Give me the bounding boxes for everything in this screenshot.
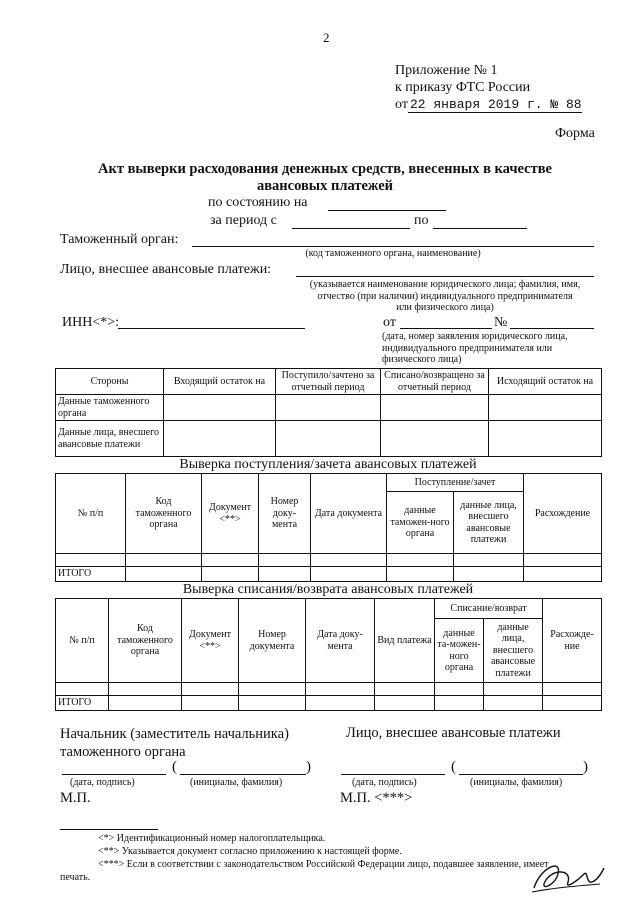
total-label: ИТОГО xyxy=(56,567,126,582)
table-cell[interactable] xyxy=(276,395,381,421)
col-header: Входящий остаток на xyxy=(164,369,276,395)
footnote-3: <***> Если в соответствии с законодательством Российской Федерации лицо, подавшее заявление, имеет xyxy=(98,859,549,870)
total-row xyxy=(56,696,602,711)
table-cell[interactable] xyxy=(164,421,276,457)
table-cell[interactable] xyxy=(489,395,602,421)
col-header: данные та-можен-ного органа xyxy=(435,619,484,683)
footnote-3-cont: печать. xyxy=(60,872,91,883)
payer-field[interactable] xyxy=(296,276,594,277)
footnote-divider xyxy=(60,829,158,830)
table-cell[interactable] xyxy=(435,696,484,711)
left-date-sign-hint: (дата, подпись) xyxy=(70,777,135,788)
table-row xyxy=(56,421,602,457)
left-initials-field[interactable] xyxy=(180,774,306,775)
col-header: Документ <**> xyxy=(182,599,239,683)
table-cell[interactable] xyxy=(56,554,126,567)
footnotes xyxy=(60,832,600,884)
col-header: Номер документа xyxy=(239,599,306,683)
from-date-field[interactable] xyxy=(400,328,492,329)
table-cell[interactable] xyxy=(239,683,306,696)
col-header: данные таможен-ного органа xyxy=(387,492,454,554)
col-group-header: Поступление/зачет xyxy=(387,474,524,492)
col-header: Код таможенного органа xyxy=(126,474,202,554)
table-cell[interactable] xyxy=(381,395,489,421)
col-header: данные лица, внесшего авансовые платежи xyxy=(484,619,543,683)
table-cell[interactable] xyxy=(126,567,202,582)
table-cell[interactable] xyxy=(259,554,311,567)
title-line1: Акт выверки расходования денежных средств, внесенных в качестве xyxy=(98,161,552,177)
col-header: Расхождение xyxy=(524,474,602,554)
col-header: Дата доку-мента xyxy=(306,599,375,683)
inn-label: ИНН<*>: xyxy=(62,315,120,330)
form-label: Форма xyxy=(555,126,595,141)
title-line2: авансовых платежей xyxy=(256,178,394,194)
table-header-row xyxy=(56,474,602,492)
footnote-1: <*> Идентификационный номер налогоплательщика. xyxy=(98,833,326,844)
table-cell[interactable] xyxy=(202,567,259,582)
from-no-label: № xyxy=(494,315,508,330)
row-label: Данные таможенного органа xyxy=(56,395,164,421)
from-label: от xyxy=(383,315,396,330)
customs-hint: (код таможенного органа, наименование) xyxy=(305,248,481,259)
appendix-line2: к приказу ФТС России xyxy=(395,80,531,95)
col-header: данные лица, внесшего авансовые платежи xyxy=(454,492,524,554)
table-cell[interactable] xyxy=(56,683,109,696)
table-cell[interactable] xyxy=(311,567,387,582)
table-cell[interactable] xyxy=(381,421,489,457)
col-header: Поступило/зачтено за отчетный период xyxy=(276,369,381,395)
handwritten-signature xyxy=(528,852,608,898)
col-header: Исходящий остаток на xyxy=(489,369,602,395)
row-label: Данные лица, внесшего авансовые платежи xyxy=(56,421,164,457)
col-header: Вид платежа xyxy=(375,599,435,683)
table-cell[interactable] xyxy=(126,554,202,567)
right-paren-close: ) xyxy=(583,759,588,775)
period-to-field[interactable] xyxy=(433,228,527,229)
table-header-row xyxy=(56,369,602,395)
page-number: 2 xyxy=(323,30,330,45)
table-cell[interactable] xyxy=(524,554,602,567)
table-row xyxy=(56,395,602,421)
right-signatory-title: Лицо, внесшее авансовые платежи xyxy=(346,725,561,741)
table-cell[interactable] xyxy=(276,421,381,457)
col-header: № п/п xyxy=(56,599,109,683)
col-header: Документ <**> xyxy=(202,474,259,554)
section2-title: Выверка поступления/зачета авансовых платежей xyxy=(179,457,477,472)
left-stamp-place: М.П. xyxy=(60,790,91,806)
col-header: Стороны xyxy=(56,369,164,395)
table-cell[interactable] xyxy=(524,567,602,582)
from-no-field[interactable] xyxy=(510,328,594,329)
right-date-sign-field[interactable] xyxy=(341,774,445,775)
table-cell[interactable] xyxy=(109,696,182,711)
table-cell[interactable] xyxy=(259,567,311,582)
table-row xyxy=(56,554,602,567)
col-header: Код таможенного органа xyxy=(109,599,182,683)
left-date-sign-field[interactable] xyxy=(62,774,166,775)
table-header-row xyxy=(56,599,602,619)
section3-title: Выверка списания/возврата авансовых платежей xyxy=(182,582,474,597)
customs-label: Таможенный орган: xyxy=(60,232,179,247)
appendix-date-prefix: от xyxy=(395,97,408,112)
left-initials-hint: (инициалы, фамилия) xyxy=(190,777,283,788)
col-header: Расхожде-ние xyxy=(543,599,602,683)
appendix-line1: Приложение № 1 xyxy=(395,63,498,78)
payer-hint-2: отчество (при наличии) индивидуального предпринимателя xyxy=(317,290,573,302)
table-cell[interactable] xyxy=(454,567,524,582)
from-hint-3: физического лица) xyxy=(382,354,462,365)
table-cell[interactable] xyxy=(387,567,454,582)
period-to-label: по xyxy=(414,213,429,228)
left-title-line2: таможенного органа xyxy=(60,744,186,760)
balances-table xyxy=(55,368,602,457)
period-from-field[interactable] xyxy=(292,228,410,229)
from-hint-2: индивидуального предпринимателя или xyxy=(382,342,553,354)
table-cell[interactable] xyxy=(375,683,435,696)
from-hint xyxy=(382,331,597,366)
writeoffs-table xyxy=(55,598,602,711)
table-cell[interactable] xyxy=(311,554,387,567)
table-cell[interactable] xyxy=(306,683,375,696)
left-signatory-title xyxy=(60,725,289,761)
table-cell[interactable] xyxy=(375,696,435,711)
table-cell[interactable] xyxy=(306,696,375,711)
table-cell[interactable] xyxy=(182,683,239,696)
table-cell[interactable] xyxy=(182,696,239,711)
table-cell[interactable] xyxy=(543,696,602,711)
table-cell[interactable] xyxy=(164,395,276,421)
period-label: за период с xyxy=(210,213,277,228)
table-row xyxy=(56,683,602,696)
left-paren-open: ( xyxy=(172,759,177,775)
appendix-block xyxy=(395,62,582,113)
right-initials-hint: (инициалы, фамилия) xyxy=(470,777,563,788)
col-header: Дата документа xyxy=(311,474,387,554)
right-stamp-place: М.П. <***> xyxy=(340,790,413,806)
appendix-line3 xyxy=(395,96,582,113)
payer-hint-1: (указывается наименование юридического лица; фамилия, имя, xyxy=(309,279,581,290)
payer-label: Лицо, внесшее авансовые платежи: xyxy=(60,262,272,277)
footnote-2: <**> Указывается документ согласно приложению к настоящей форме. xyxy=(98,846,402,857)
col-group-header: Списание/возврат xyxy=(435,599,543,619)
table-cell[interactable] xyxy=(484,696,543,711)
table-cell[interactable] xyxy=(489,421,602,457)
appendix-date: 22 января 2019 г. № 88 xyxy=(409,97,582,112)
left-paren-close: ) xyxy=(306,759,311,775)
total-label: ИТОГО xyxy=(56,696,109,711)
table-cell[interactable] xyxy=(454,554,524,567)
table-cell[interactable] xyxy=(387,554,454,567)
table-cell[interactable] xyxy=(109,683,182,696)
payer-hint xyxy=(290,279,600,314)
document-title xyxy=(70,161,580,195)
from-hint-1: (дата, номер заявления юридического лица, xyxy=(382,331,568,342)
total-row xyxy=(56,567,602,582)
col-header: № п/п xyxy=(56,474,126,554)
as-of-label: по состоянию на xyxy=(208,195,308,210)
col-header: Списано/возвращено за отчетный период xyxy=(381,369,489,395)
table-cell[interactable] xyxy=(435,683,484,696)
left-title-line1: Начальник (заместитель начальника) xyxy=(60,726,289,742)
inn-field[interactable] xyxy=(118,328,305,329)
table-cell[interactable] xyxy=(543,683,602,696)
col-header: Номер доку-мента xyxy=(259,474,311,554)
right-paren-open: ( xyxy=(451,759,456,775)
right-date-sign-hint: (дата, подпись) xyxy=(352,777,417,788)
payer-hint-3: или физического лица) xyxy=(396,302,494,313)
table-cell[interactable] xyxy=(202,554,259,567)
customs-field[interactable] xyxy=(192,246,594,247)
table-cell[interactable] xyxy=(484,683,543,696)
table-cell[interactable] xyxy=(239,696,306,711)
receipts-table xyxy=(55,473,602,582)
right-initials-field[interactable] xyxy=(459,774,583,775)
as-of-field[interactable] xyxy=(328,210,446,211)
